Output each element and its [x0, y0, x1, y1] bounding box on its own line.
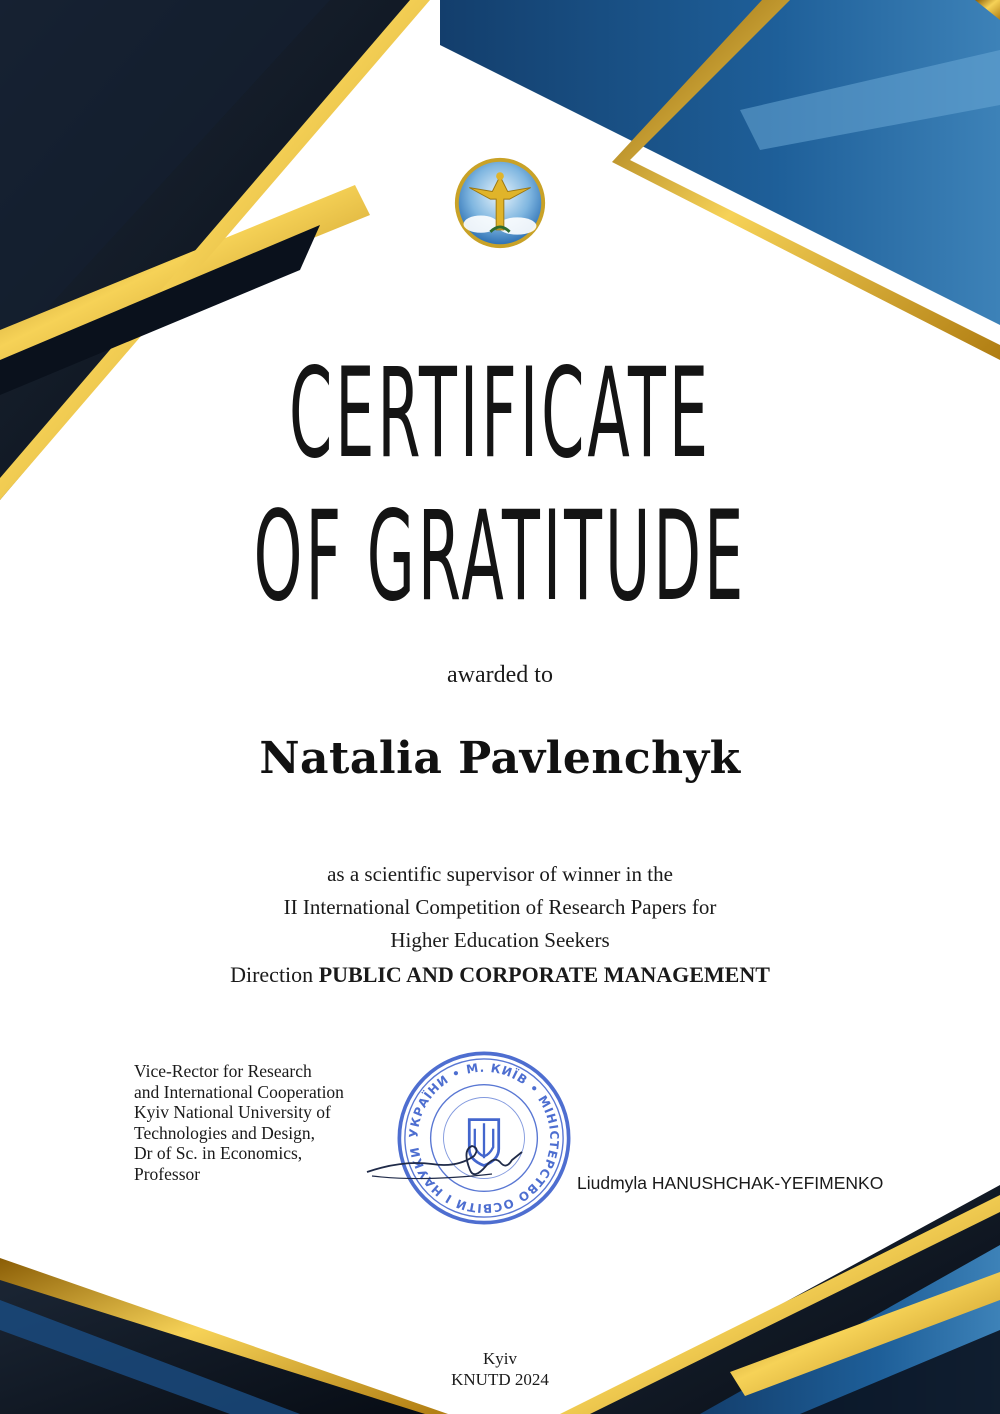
- direction-label: Direction: [230, 962, 314, 987]
- certificate-title-line1: CERTIFICATE: [288, 342, 712, 486]
- signatory-name: Liudmyla HANUSHCHAK-YEFIMENKO: [577, 1173, 884, 1193]
- position-line: Professor: [134, 1163, 201, 1184]
- position-line: Dr of Sc. in Economics,: [134, 1143, 303, 1163]
- description-line: Higher Education Seekers: [390, 928, 610, 952]
- direction-value: PUBLIC AND CORPORATE MANAGEMENT: [318, 962, 770, 987]
- description-line: II International Competition of Research Papers for: [283, 895, 717, 919]
- footer-org-year: KNUTD 2024: [451, 1370, 549, 1389]
- position-line: Kyiv National University of: [134, 1102, 331, 1122]
- footer-city: Kyiv: [483, 1349, 517, 1368]
- recipient-name: Natalia Pavlenchyk: [259, 733, 741, 784]
- awarded-to-label: awarded to: [447, 662, 553, 688]
- signatory-position: [134, 1061, 394, 1184]
- direction-line: [0, 962, 1000, 988]
- position-line: Technologies and Design,: [134, 1122, 316, 1143]
- stamp-text: УКРАЇНИ • М. КИЇВ • МІНІСТЕРСТВО ОСВІТИ І НАУКИ: [406, 1060, 562, 1216]
- position-line: Vice-Rector for Research: [134, 1061, 312, 1081]
- position-line: and International Cooperation: [134, 1081, 344, 1102]
- university-emblem-icon: [452, 155, 548, 251]
- description-line: as a scientific supervisor of winner in the: [327, 862, 673, 886]
- signature-icon: [362, 1130, 552, 1200]
- certificate-title-line2: OF GRATITUDE: [253, 485, 747, 629]
- footer-place: [0, 1348, 1000, 1390]
